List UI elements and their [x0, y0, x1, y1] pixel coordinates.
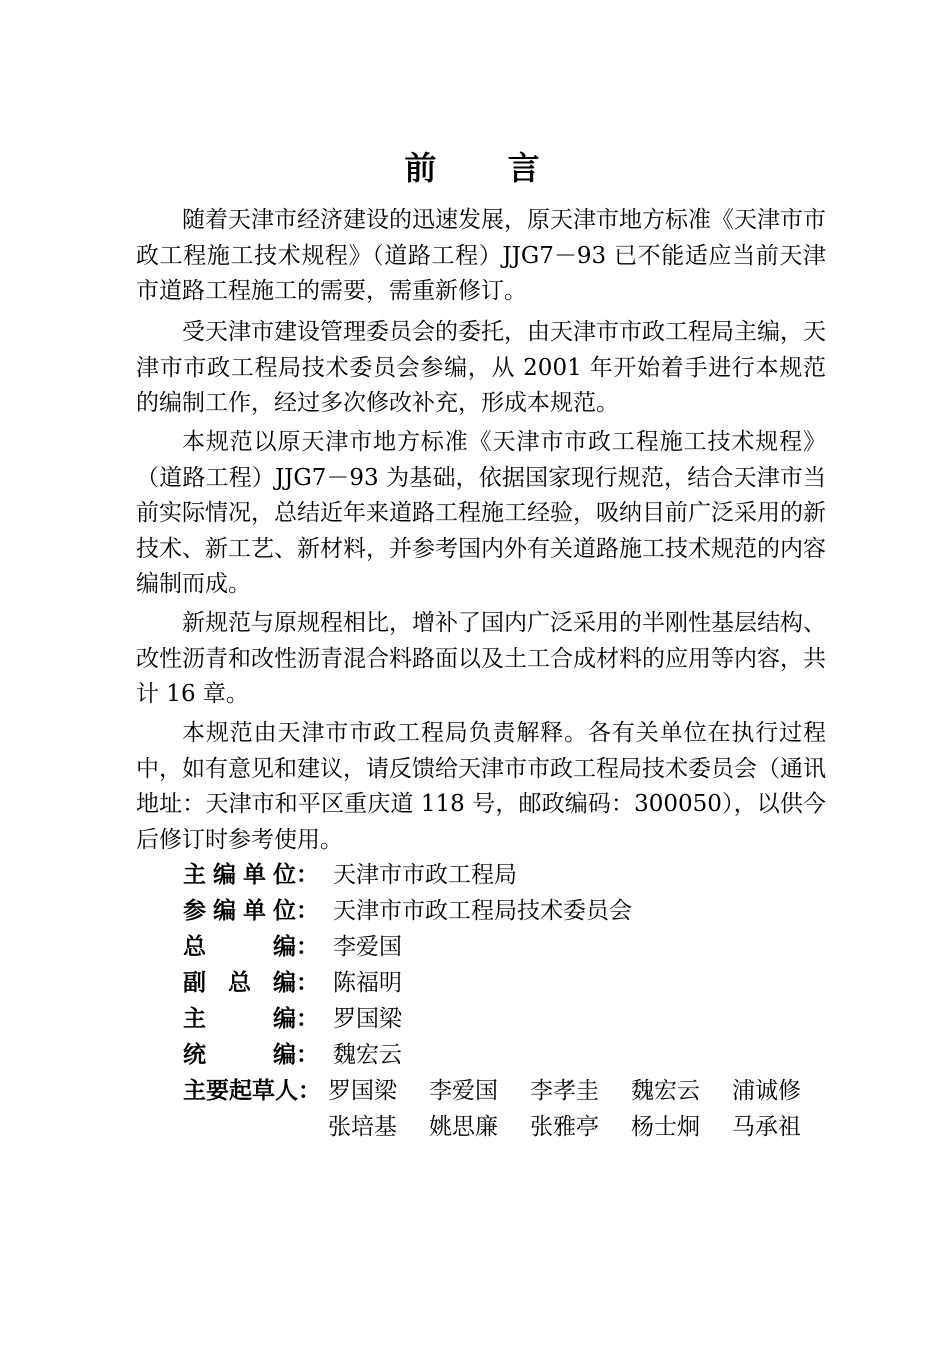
paragraph-commission: 受天津市建设管理委员会的委托，由天津市市政工程局主编，天津市市政工程局技术委员会参编，从 2001 年开始着手进行本规范的编制工作，经过多次修改补充，形成本规范。 — [136, 319, 826, 416]
credit-label: 主要起草人： — [183, 1078, 321, 1104]
paragraph-background: 随着天津市经济建设的迅速发展，原天津市地方标准《天津市市政工程施工技术规程》（道路工程）JJG7－93 已不能适应当前天津市道路工程施工的需要，需重新修订。 — [136, 207, 826, 304]
paragraph-basis: 本规范以原天津市地方标准《天津市市政工程施工技术规程》（道路工程）JJG7－93 为基础，依据国家现行规范，结合天津市当前实际情况，总结近年来道路工程施工经验，吸纳目前广泛采用的新技术、新工艺、新材料，并参考国内外有关道路施工技术规范的内容编制而成。 — [136, 429, 826, 597]
page-title: 前 言 — [404, 149, 570, 187]
paragraph-interpretation: 本规范由天津市市政工程局负责解释。各有关单位在执行过程中，如有意见和建议，请反馈给天津市市政工程局技术委员会（通讯地址：天津市和平区重庆道 118 号，邮政编码：300050），以供今后修订时参考使用。 — [136, 720, 826, 853]
credit-value: 罗国梁 — [333, 1006, 402, 1032]
drafter-name: 张雅亭 — [530, 1114, 599, 1140]
credit-value: 天津市市政工程局技术委员会 — [333, 898, 632, 924]
credit-label: 参 编 单 位： — [183, 898, 319, 924]
credit-editor — [183, 1001, 833, 1037]
credit-label: 主 编 单 位： — [183, 862, 319, 888]
credit-chief-unit — [183, 857, 833, 893]
credit-label: 统 编： — [183, 1042, 319, 1068]
credit-value: 魏宏云 — [333, 1042, 402, 1068]
drafter-name: 李孝圭 — [530, 1078, 599, 1104]
drafters-list — [328, 1073, 833, 1145]
paragraph-additions: 新规范与原规程相比，增补了国内广泛采用的半刚性基层结构、改性沥青和改性沥青混合料路面以及土工合成材料的应用等内容，共计 16 章。 — [136, 610, 826, 707]
credit-value: 李爱国 — [333, 934, 402, 960]
credit-compiler — [183, 1037, 833, 1073]
credit-value: 天津市市政工程局 — [333, 862, 517, 888]
drafter-name: 浦诚修 — [732, 1078, 801, 1104]
credit-label: 主 编： — [183, 1006, 319, 1032]
credit-drafters — [183, 1073, 833, 1145]
credit-value: 陈福明 — [333, 970, 402, 996]
credits-list — [183, 857, 833, 1145]
credit-general-editor — [183, 929, 833, 965]
drafter-name: 罗国梁 — [328, 1078, 397, 1104]
credit-deputy-editor — [183, 965, 833, 1001]
credit-label: 副 总 编： — [183, 970, 319, 996]
credit-co-unit — [183, 893, 833, 929]
drafter-name: 李爱国 — [429, 1078, 498, 1104]
credit-label: 总 编： — [183, 934, 319, 960]
drafter-name: 马承祖 — [732, 1114, 801, 1140]
drafter-name: 张培基 — [328, 1114, 397, 1140]
drafter-name: 姚思廉 — [429, 1114, 498, 1140]
drafter-name: 杨士炯 — [631, 1114, 700, 1140]
drafter-name: 魏宏云 — [631, 1078, 700, 1104]
